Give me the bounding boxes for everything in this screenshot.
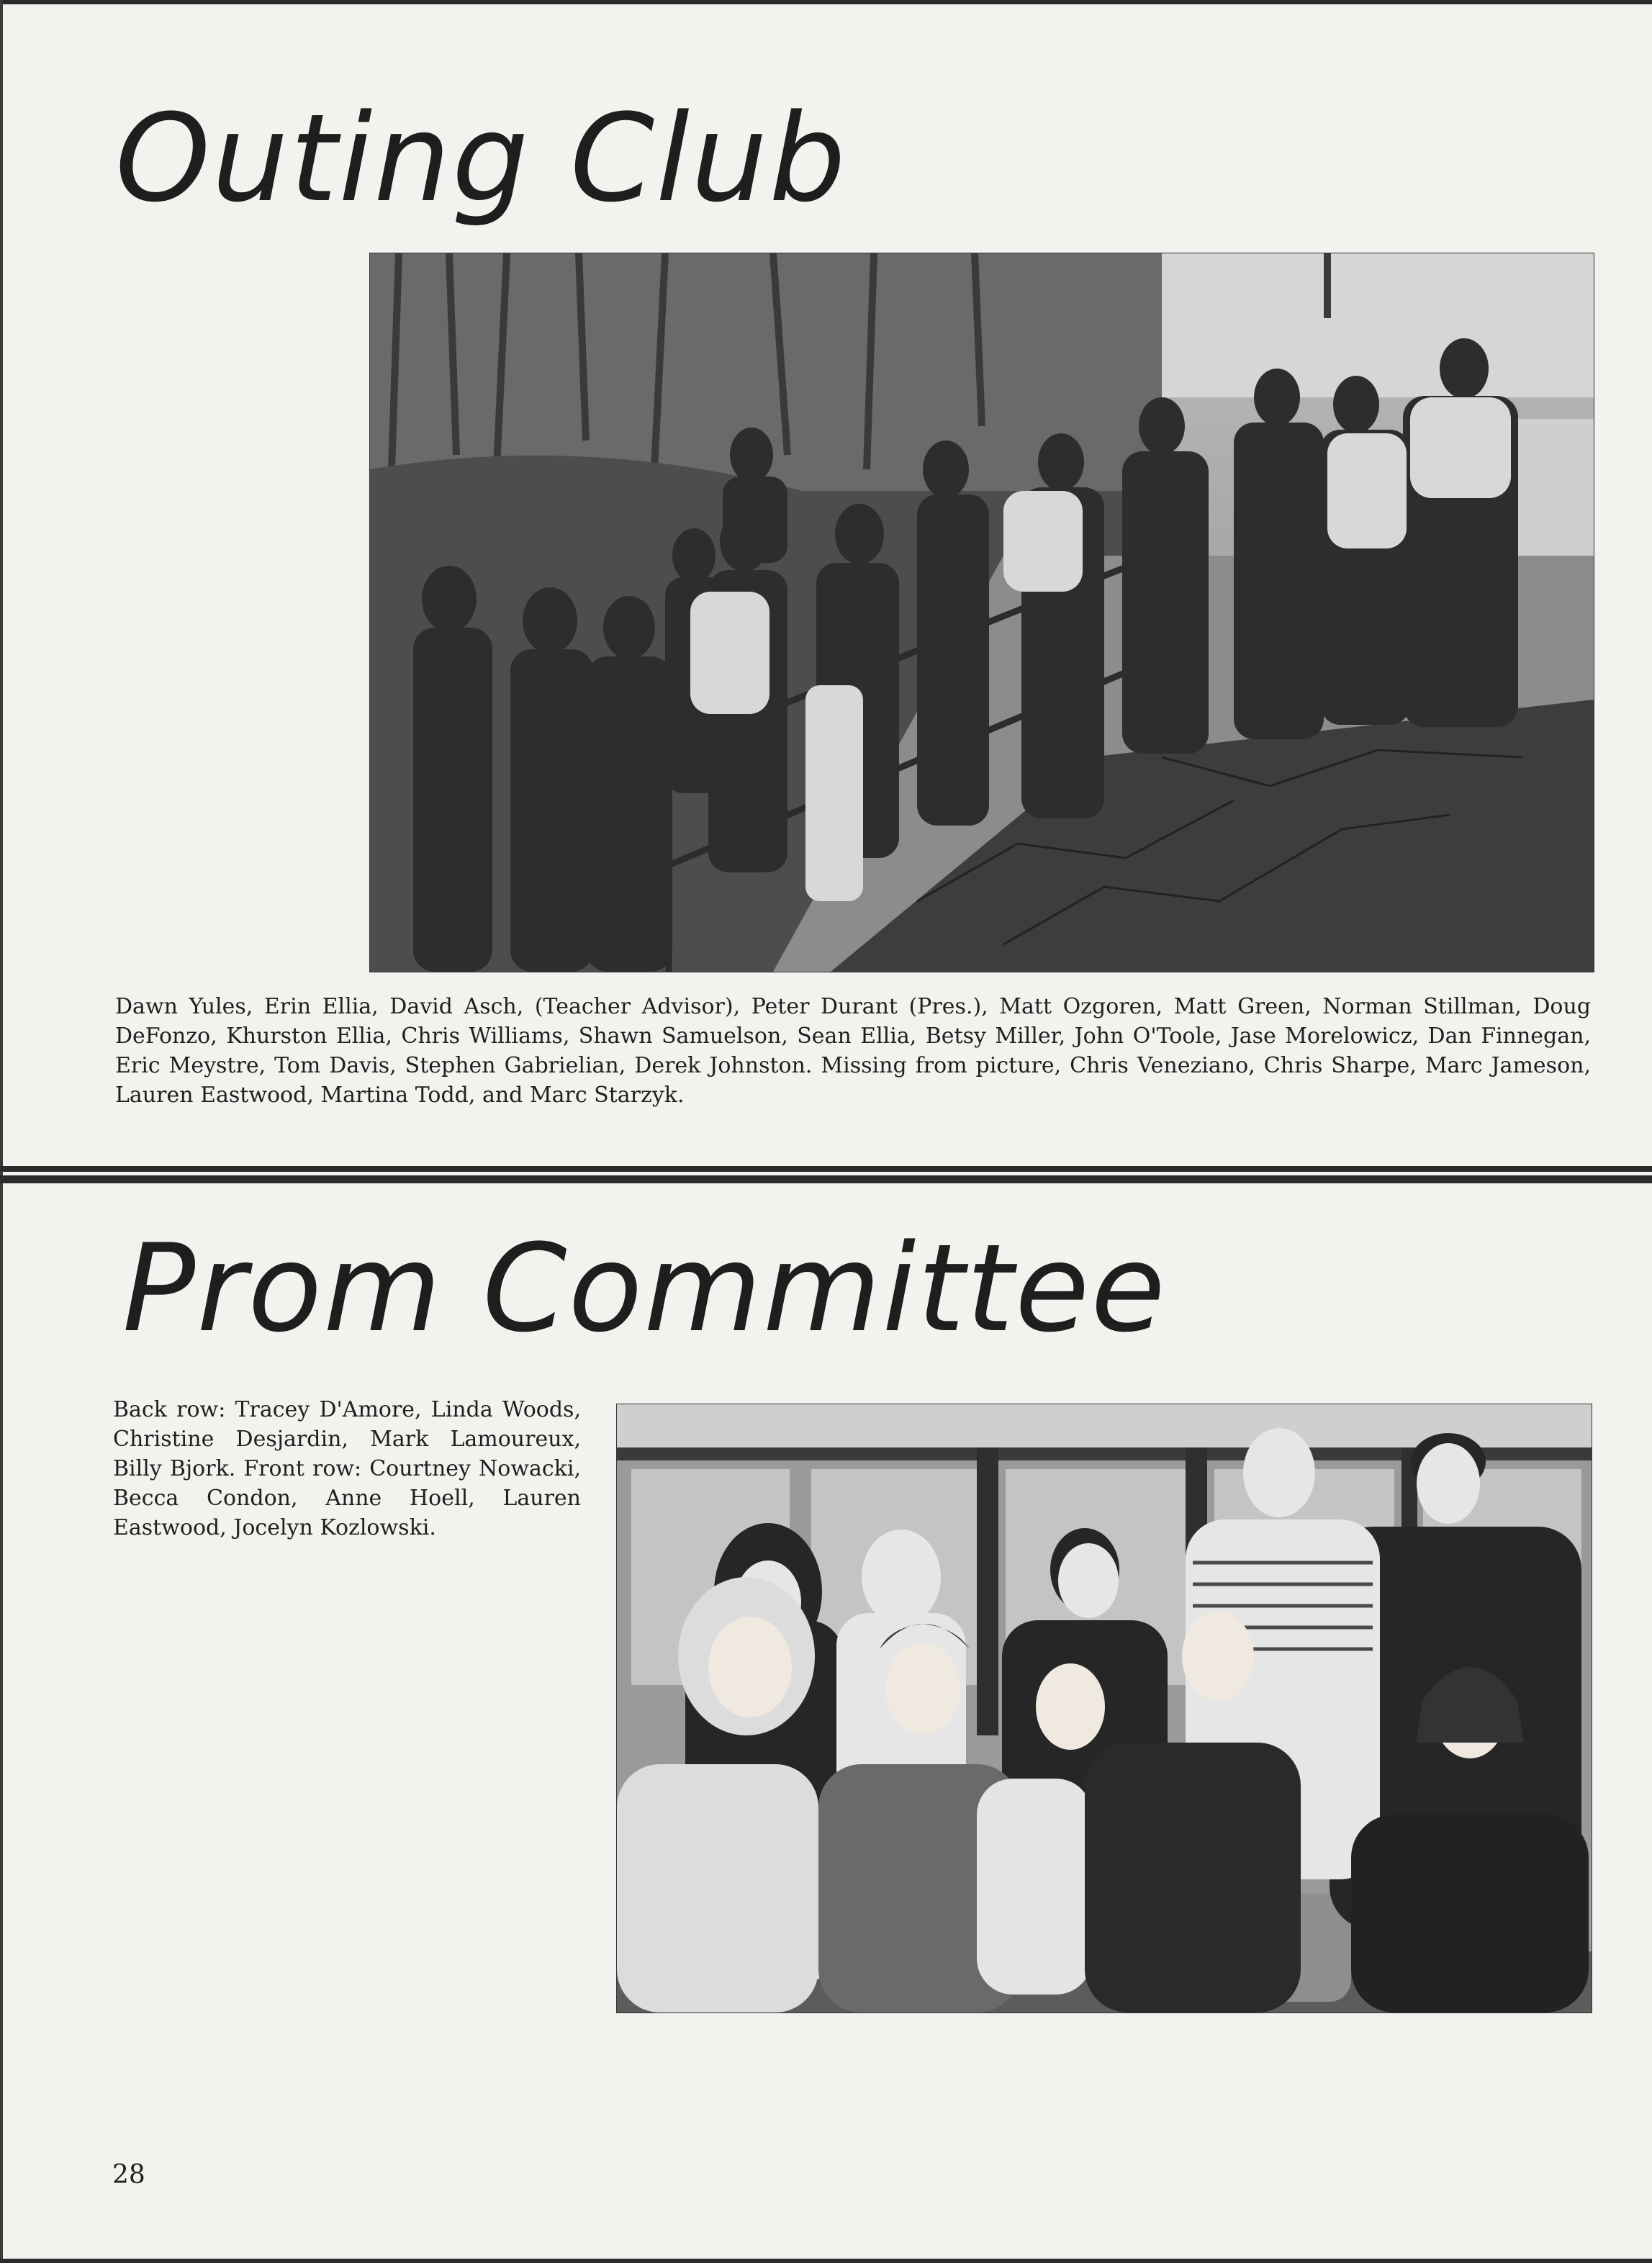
prom-committee-group-photo bbox=[616, 1404, 1592, 2013]
outing-club-group-photo bbox=[369, 253, 1594, 972]
section-divider-thick bbox=[0, 1166, 1652, 1172]
outing-club-heading: Outing Club bbox=[115, 88, 847, 229]
prom-photo-illustration bbox=[617, 1404, 1592, 2013]
section-divider-thin bbox=[0, 1175, 1652, 1183]
outing-photo-illustration bbox=[370, 253, 1594, 972]
page-bottom-edge bbox=[0, 2259, 1652, 2263]
outing-club-caption: Dawn Yules, Erin Ellia, David Asch, (Teacher Advisor), Peter Durant (Pres.), Matt Ozgoren, Matt Green, Norman Stillman, Doug DeFonzo, Khurston Ellia, Chris Williams, Shawn Samuelson, Sean Ellia, Betsy Miller, John O'Toole, Jase Morelowicz, Dan Finnegan, Eric Meystre, Tom Davis, Stephen Gabrielian, Derek Johnston. Missing from picture, Chris Veneziano, Chris Sharpe, Marc Jameson, Lauren Eastwood, Martina Todd, and Marc Starzyk. bbox=[115, 994, 1591, 1108]
prom-committee-caption: Back row: Tracey D'Amore, Linda Woods, Christine Desjardin, Mark Lamoureux, Billy Bjork. Front row: Courtney Nowacki, Becca Condon, Anne Hoell, Lauren Eastwood, Jocelyn Kozlowski. bbox=[113, 1397, 581, 1540]
prom-committee-heading: Prom Committee bbox=[122, 1218, 1167, 1359]
page-left-edge bbox=[0, 0, 3, 2263]
page-top-edge bbox=[0, 0, 1652, 4]
page-number: 28 bbox=[112, 2160, 145, 2190]
